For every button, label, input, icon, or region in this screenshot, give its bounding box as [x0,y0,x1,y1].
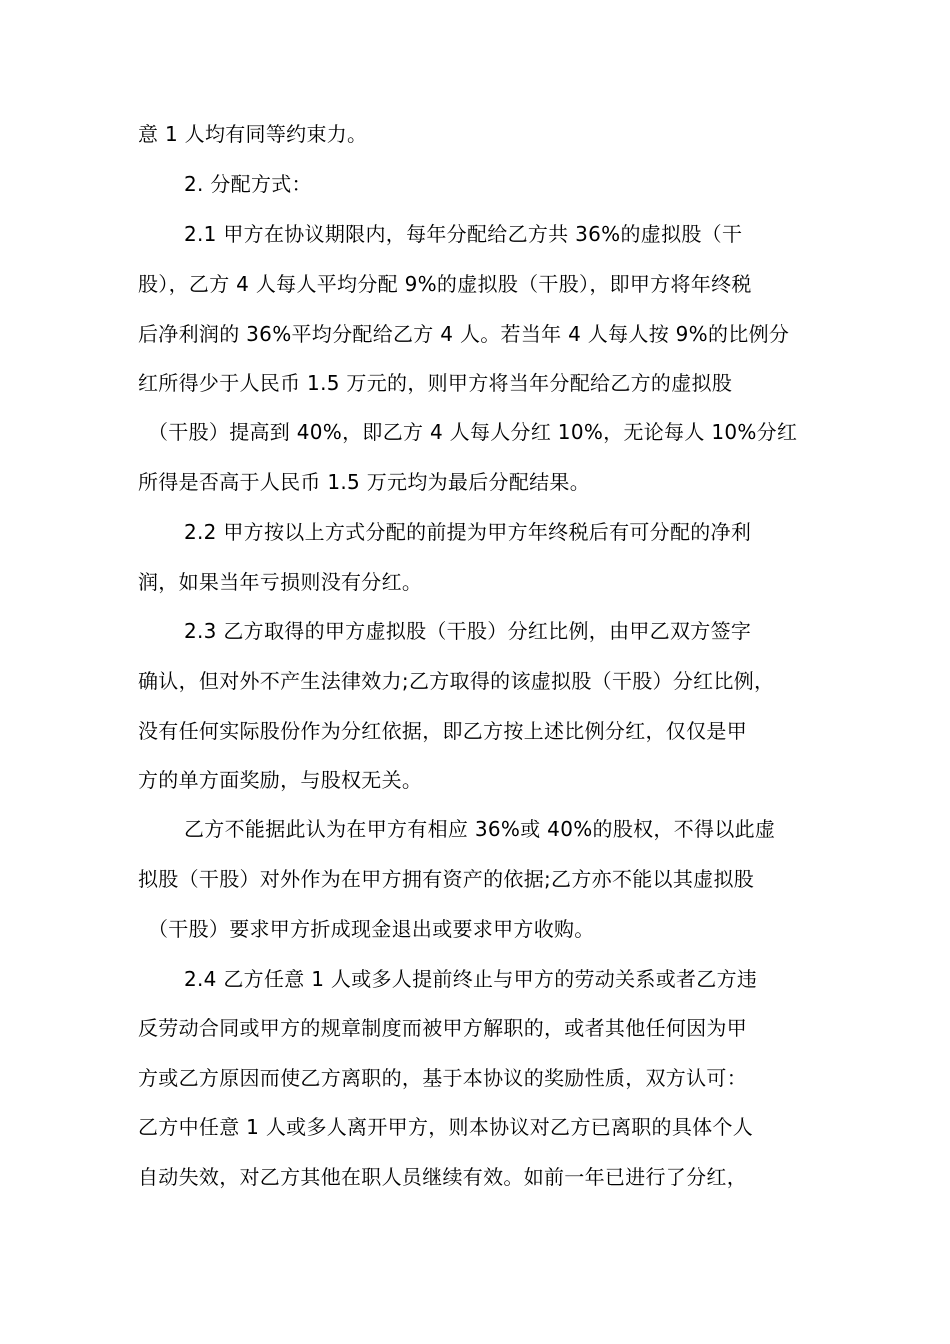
text-line-7: （干股）提高到 40%，即乙方 4 人每人分红 10%，无论每人 10%分红 [148,420,798,444]
text-line-21: 乙方中任意 1 人或多人离开甲方，则本协议对乙方已离职的具体个人 [138,1115,754,1139]
text-line-18: 2.4 乙方任意 1 人或多人提前终止与甲方的劳动关系或者乙方违 [184,967,758,991]
text-line-4: 股），乙方 4 人每人平均分配 9%的虚拟股（干股），即甲方将年终税 [138,272,752,296]
text-line-8: 所得是否高于人民币 1.5 万元均为最后分配结果。 [138,470,591,494]
text-line-22: 自动失效，对乙方其他在职人员继续有效。如前一年已进行了分红， [138,1165,747,1189]
text-line-3: 2.1 甲方在协议期限内，每年分配给乙方共 36%的虚拟股（干 [184,222,743,246]
text-line-15: 乙方不能据此认为在甲方有相应 36%或 40%的股权，不得以此虚 [184,817,776,841]
text-line-20: 方或乙方原因而使乙方离职的，基于本协议的奖励性质，双方认可： [138,1066,747,1090]
text-line-9: 2.2 甲方按以上方式分配的前提为甲方年终税后有可分配的净利 [184,520,752,544]
text-line-13: 没有任何实际股份作为分红依据，即乙方按上述比例分红，仅仅是甲 [138,719,747,743]
text-line-12: 确认，但对外不产生法律效力;乙方取得的该虚拟股（干股）分红比例， [138,669,775,693]
text-line-16: 拟股（干股）对外作为在甲方拥有资产的依据;乙方亦不能以其虚拟股 [138,867,755,891]
text-line-10: 润，如果当年亏损则没有分红。 [138,570,423,594]
text-line-17: （干股）要求甲方折成现金退出或要求甲方收购。 [148,917,595,941]
text-line-14: 方的单方面奖励，与股权无关。 [138,768,423,792]
text-line-19: 反劳动合同或甲方的规章制度而被甲方解职的，或者其他任何因为甲 [138,1016,747,1040]
text-line-2: 2. 分配方式： [184,172,312,196]
text-line-1: 意 1 人均有同等约束力。 [138,122,368,146]
text-line-11: 2.3 乙方取得的甲方虚拟股（干股）分红比例，由甲乙双方签字 [184,619,752,643]
text-line-5: 后净利润的 36%平均分配给乙方 4 人。若当年 4 人每人按 9%的比例分 [138,322,790,346]
text-line-6: 红所得少于人民币 1.5 万元的，则甲方将当年分配给乙方的虚拟股 [138,371,733,395]
